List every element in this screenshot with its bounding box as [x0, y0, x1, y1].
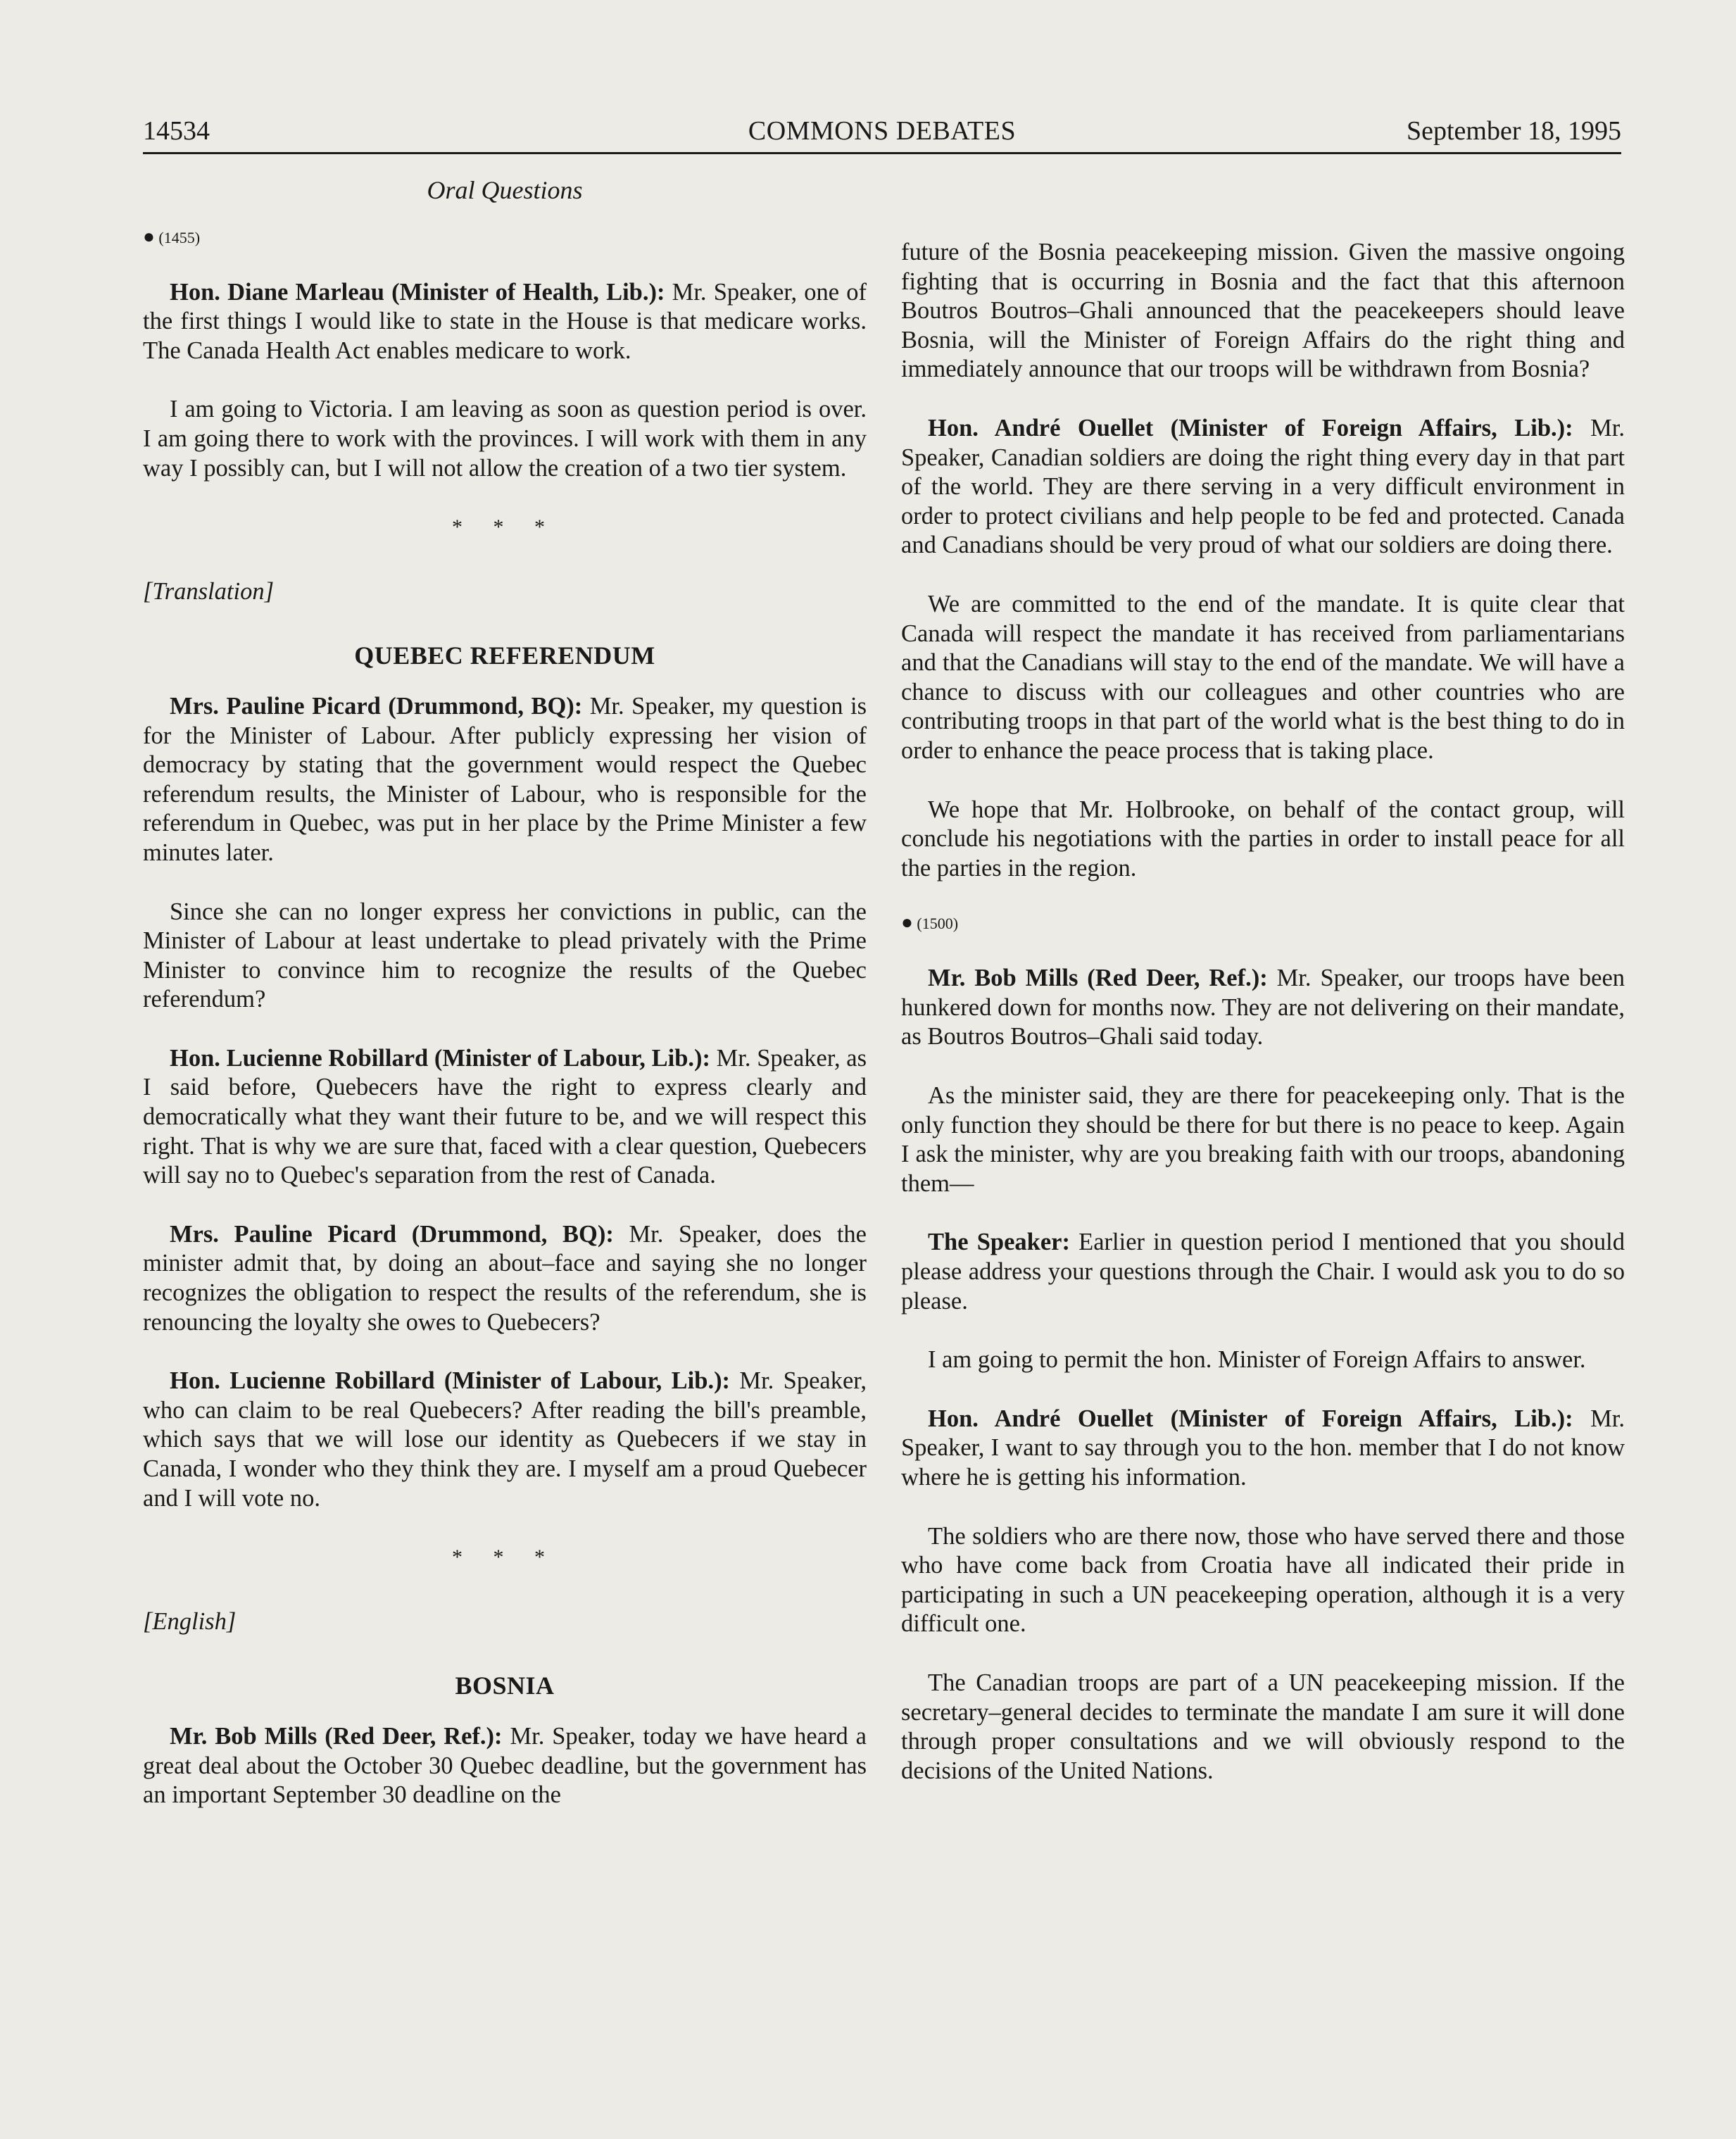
- page-header: [143, 108, 1621, 154]
- paragraph: Mrs. Pauline Picard (Drummond, BQ): Mr. Speaker, my question is for the Minister of Labour. After publicly expressing her vision of democracy by stating that the government would respect the Quebec referendum results, the Minister of Labour, who is responsible for the referendum in Quebec, was put in her place by the Prime Minister a few minutes later.: [143, 692, 867, 866]
- speaker-name: The Speaker:: [928, 1229, 1070, 1256]
- paragraph: Hon. Lucienne Robillard (Minister of Labour, Lib.): Mr. Speaker, as I said before, Quebecers have the right to express clearly and democratically what they want their future to be, and we will respect this right. That is why we are sure that, faced with a clear question, Quebecers will say no to Quebec's separation from the rest of Canada.: [143, 1044, 867, 1189]
- page-number: 14534: [143, 116, 210, 146]
- paragraph: Mr. Bob Mills (Red Deer, Ref.): Mr. Speaker, our troops have been hunkered down for months now. They are not delivering on their mandate, as Boutros Boutros–Ghali said today.: [901, 965, 1625, 1050]
- paragraph: As the minister said, they are there for peacekeeping only. That is the only function they should be there for but there is no peace to keep. Again I ask the minister, why are you breaking faith with our troops, abandoning them—: [901, 1082, 1625, 1197]
- paragraph: Hon. Diane Marleau (Minister of Health, Lib.): Mr. Speaker, one of the first things I would like to state in the House is that medicare works. The Canada Health Act enables medicare to work.: [143, 278, 867, 364]
- paragraph: Mr. Bob Mills (Red Deer, Ref.): Mr. Speaker, today we have heard a great deal about the October 30 Quebec deadline, but the government has an important September 30 deadline on the: [143, 1722, 867, 1809]
- paragraph: I am going to permit the hon. Minister of Foreign Affairs to answer.: [928, 1346, 1586, 1374]
- speaker-name: Hon. Diane Marleau (Minister of Health, Lib.):: [170, 278, 665, 306]
- speaker-name: Hon. André Ouellet (Minister of Foreign Affairs, Lib.):: [928, 414, 1573, 441]
- section-separator: * * *: [452, 1545, 558, 1569]
- paragraph: The soldiers who are there now, those who have served there and those who have come back from Croatia have all indicated their pride in participating in such a UN peacekeeping operation, although it is a very difficult one.: [901, 1522, 1625, 1638]
- speaker-name: Hon. Lucienne Robillard (Minister of Labour, Lib.):: [170, 1367, 731, 1395]
- paragraph: Since she can no longer express her convictions in public, can the Minister of Labour at least undertake to plead privately with the Prime Minister to convince him to recognize the results of the Quebec referendum?: [143, 898, 867, 1013]
- speaker-name: Mrs. Pauline Picard (Drummond, BQ):: [170, 692, 583, 720]
- time-marker: ● (1455): [143, 225, 201, 248]
- section-title: QUEBEC REFERENDUM: [354, 641, 655, 670]
- speaker-name: Hon. Lucienne Robillard (Minister of Labour, Lib.):: [170, 1044, 710, 1072]
- speaker-name: Mrs. Pauline Picard (Drummond, BQ):: [170, 1220, 614, 1248]
- paragraph: Hon. André Ouellet (Minister of Foreign Affairs, Lib.): Mr. Speaker, I want to say through you to the hon. member that I do not know where he is getting his information.: [901, 1405, 1625, 1491]
- paragraph-continued: future of the Bosnia peacekeeping mission. Given the massive ongoing fighting that is occurring in Bosnia and the fact that this afternoon Boutros Boutros–Ghali announced that the peacekeepers should leave Bosnia, will the Minister of Foreign Affairs do the right thing and immediately announce that our troops will be withdrawn from Bosnia?: [901, 239, 1625, 383]
- paragraph: I am going to Victoria. I am leaving as soon as question period is over. I am going there to work with the provinces. I will work with them in any way I possibly can, but I will not allow the creation of a two tier system.: [143, 396, 867, 482]
- paragraph: Hon. André Ouellet (Minister of Foreign Affairs, Lib.): Mr. Speaker, Canadian soldiers are doing the right thing every day in that part of the world. They are there serving in a very difficult environment in order to protect civilians and help people to be fed and protected. Canada and Canadians should be very proud of what our soldiers are doing there.: [901, 414, 1625, 559]
- publication-date: September 18, 1995: [1406, 116, 1621, 146]
- paragraph: We are committed to the end of the mandate. It is quite clear that Canada will respect the mandate it has received from parliamentarians and that the Canadians will stay to the end of the mandate. We will have a chance to discuss with our colleagues and other countries who are contributing troops in that part of the world what is the best thing to do in order to enhance the peace process that is taking place.: [901, 590, 1625, 764]
- paragraph: Hon. Lucienne Robillard (Minister of Labour, Lib.): Mr. Speaker, who can claim to be real Quebecers? After reading the bill's preamble, which says that we will lose our identity as Quebecers if we stay in Canada, I wonder who they think they are. I myself am a proud Quebecer and I will vote no.: [143, 1367, 867, 1512]
- speaker-name: Mr. Bob Mills (Red Deer, Ref.):: [928, 965, 1268, 992]
- time-marker: ● (1500): [901, 912, 959, 934]
- speaker-name: Mr. Bob Mills (Red Deer, Ref.):: [170, 1722, 503, 1750]
- left-column: [143, 176, 867, 1840]
- paragraph: Mrs. Pauline Picard (Drummond, BQ): Mr. Speaker, does the minister admit that, by doing an about–face and saying she no longer recognizes the obligation to respect the results of the referendum, she is renouncing the loyalty she owes to Quebecers?: [143, 1220, 867, 1336]
- running-head: Oral Questions: [427, 176, 583, 204]
- bullet-icon: ●: [143, 225, 155, 248]
- language-note: [Translation]: [143, 577, 274, 605]
- paragraph: We hope that Mr. Holbrooke, on behalf of the contact group, will conclude his negotiations with the parties in order to install peace for all the parties in the region.: [901, 796, 1625, 882]
- section-separator: * * *: [452, 515, 558, 539]
- language-note: [English]: [143, 1607, 237, 1635]
- section-title: BOSNIA: [455, 1671, 555, 1700]
- publication-title: COMMONS DEBATES: [748, 116, 1017, 146]
- paragraph: The Speaker: Earlier in question period I mentioned that you should please address your questions through the Chair. I would ask you to do so please.: [901, 1229, 1625, 1315]
- speaker-name: Hon. André Ouellet (Minister of Foreign Affairs, Lib.):: [928, 1405, 1573, 1432]
- right-column: [901, 238, 1625, 1815]
- paragraph: The Canadian troops are part of a UN peacekeeping mission. If the secretary–general decides to terminate the mandate I am sure it will done through proper consultations and we will obviously respond to the decisions of the United Nations.: [901, 1669, 1625, 1784]
- bullet-icon: ●: [901, 912, 913, 934]
